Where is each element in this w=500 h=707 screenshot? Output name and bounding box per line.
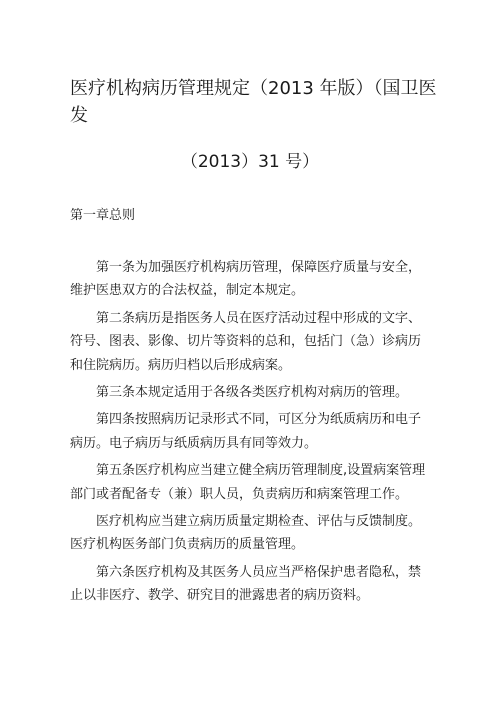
article-paragraph: 第六条医疗机构及其医务人员应当严格保护患者隐私，禁止以非医疗、教学、研究目的泄露患者的病历资料。: [70, 564, 422, 604]
document-number: （2013）31 号）: [180, 152, 320, 172]
article-paragraph: 第四条按照病历记录形式不同，可区分为纸质病历和电子病历。电子病历与纸质病历具有同等效力。: [70, 412, 422, 451]
article-paragraph: 第三条本规定适用于各级各类医疗机构对病历的管理。: [96, 385, 409, 401]
document-title-continued: 发: [70, 105, 88, 126]
article-paragraph: 第五条医疗机构应当建立健全病历管理制度,设置病案管理部门或者配备专（兼）职人员，负责病历和病案管理工作。: [70, 463, 426, 502]
article-paragraph: 医疗机构应当建立病历质量定期检查、评估与反馈制度。医疗机构医务部门负责病历的质量管理。: [70, 514, 422, 553]
document-title: 医疗机构病历管理规定（2013 年版）（国卫医: [70, 78, 437, 99]
document-body: [70, 256, 432, 612]
article-paragraph: 第一条为加强医疗机构病历管理，保障医疗质量与安全，维护医患双方的合法权益，制定本规定。: [70, 260, 422, 299]
chapter-heading: 第一章总则: [70, 208, 136, 223]
article-paragraph: 第二条病历是指医务人员在医疗活动过程中形成的文字、符号、图表、影像、切片等资料的总和，包括门（急）诊病历和住院病历。病历归档以后形成病案。: [70, 310, 422, 373]
